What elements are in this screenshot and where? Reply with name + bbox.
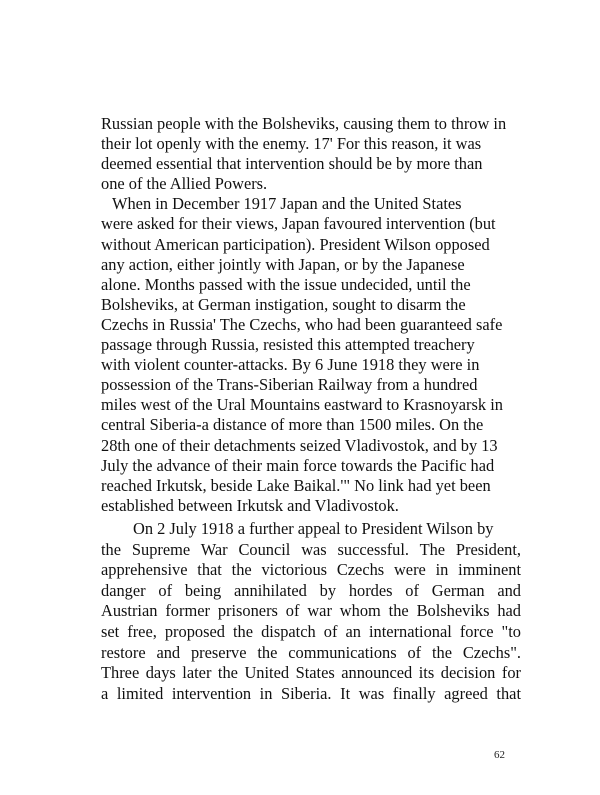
text-line: central Siberia-a distance of more than 1500 miles. On the — [101, 415, 484, 435]
paragraph-block-2 — [101, 519, 521, 704]
text-line: Russian people with the Bolsheviks, causing them to throw in — [101, 114, 507, 133]
text-line: alone. Months passed with the issue undecided, until the — [101, 274, 471, 294]
text-line: danger of being annihilated by hordes of German and — [101, 580, 521, 600]
text-line: without American participation). President Wilson opposed — [101, 234, 490, 254]
text-line: one of the Allied Powers. — [101, 174, 268, 194]
text-line: On 2 July 1918 a further appeal to President Wilson by — [133, 519, 494, 538]
text-line: When in December 1917 Japan and the United States — [112, 194, 462, 214]
text-line: passage through Russia, resisted this attempted treachery — [101, 335, 475, 355]
text-line: the Supreme War Council was successful. The President, — [101, 539, 521, 559]
paragraph-block-1 — [101, 114, 521, 516]
text-line: Czechs in Russia' The Czechs, who had been guaranteed safe — [101, 314, 503, 334]
text-line: restore and preserve the communications of the Czechs". — [101, 642, 521, 662]
text-line: reached Irkutsk, beside Lake Baikal.'" No link had yet been — [101, 475, 491, 495]
text-line: apprehensive that the victorious Czechs were in imminent — [101, 560, 521, 580]
page-number: 62 — [494, 749, 505, 761]
text-line: deemed essential that intervention should be by more than — [101, 154, 483, 174]
text-line: possession of the Trans-Siberian Railway from a hundred — [101, 375, 478, 395]
text-line: Three days later the United States announced its decision for — [101, 663, 521, 683]
text-line: their lot openly with the enemy. 17' For this reason, it was — [101, 134, 482, 154]
text-line: were asked for their views, Japan favoured intervention (but — [101, 214, 496, 234]
text-line: July the advance of their main force towards the Pacific had — [101, 455, 495, 475]
text-line: Austrian former prisoners of war whom the Bolsheviks had — [101, 601, 521, 621]
text-line: Bolsheviks, at German instigation, sought to disarm the — [101, 294, 466, 314]
text-line: a limited intervention in Siberia. It was finally agreed that — [101, 683, 521, 703]
text-line: with violent counter-attacks. By 6 June 1918 they were in — [101, 355, 480, 375]
text-line: established between Irkutsk and Vladivostok. — [101, 495, 399, 515]
text-line: 28th one of their detachments seized Vladivostok, and by 13 — [101, 435, 498, 455]
text-line: any action, either jointly with Japan, or by the Japanese — [101, 254, 465, 274]
text-line: set free, proposed the dispatch of an international force "to — [101, 621, 521, 641]
text-line: miles west of the Ural Mountains eastward to Krasnoyarsk in — [101, 395, 503, 415]
